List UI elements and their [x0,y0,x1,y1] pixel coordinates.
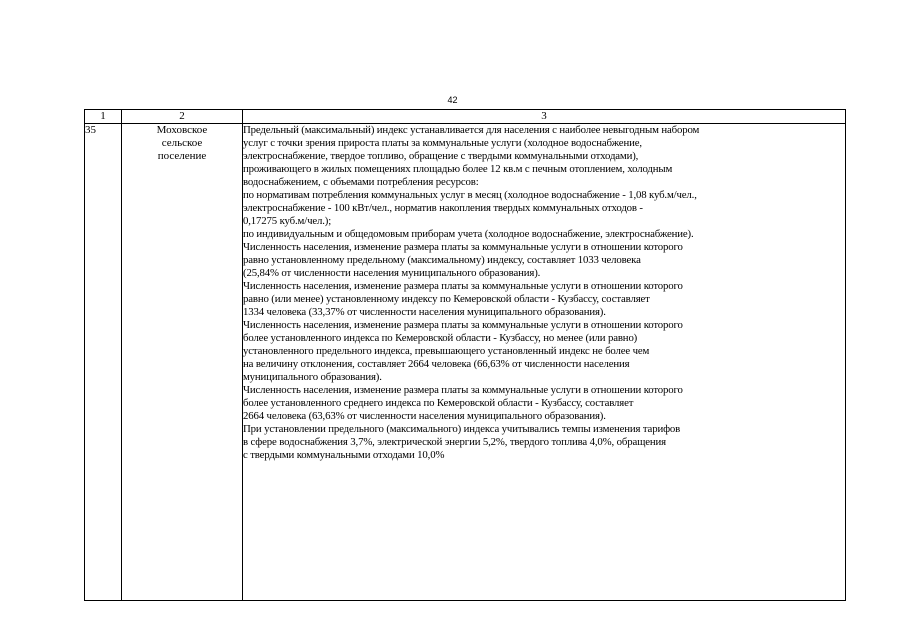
description-line: проживающего в жилых помещениях площадью более 12 кв.м с печным отоплением, холодным [243,163,673,175]
description-line: Предельный (максимальный) индекс устанавливается для населения с наиболее невыгодным набором [243,124,700,136]
description-line: электроснабжение, твердое топливо, обращение с твердыми коммунальными отходами), [243,150,639,162]
description-line: в сфере водоснабжения 3,7%, электрической энергии 5,2%, твердого топлива 4,0%, обращения [243,436,666,448]
description-line: Численность населения, изменение размера платы за коммунальные услуги в отношении которого [243,319,683,331]
description-line: (25,84% от численности населения муниципального образования). [243,267,541,279]
description-line: на величину отклонения, составляет 2664 человека (66,63% от численности населения [243,358,630,370]
description-line: более установленного среднего индекса по Кемеровской области - Кузбассу, составляет [243,397,634,409]
description-cell [243,124,846,601]
table-row [85,124,846,601]
description-line: водоснабжением, с объемами потребления ресурсов: [243,176,479,188]
description-line: установленного предельного индекса, превышающего установленный индекс не более чем [243,345,650,357]
description-line: равно установленному предельному (максимальному) индексу, составляет 1033 человека [243,254,641,266]
description-line: 1334 человека (33,37% от численности населения муниципального образования). [243,306,606,318]
description-line: по индивидуальным и общедомовым приборам учета (холодное водоснабжение, электроснабжение). [243,228,694,240]
page-number: 42 [447,95,458,105]
settlement-name-line: Моховское [156,124,208,136]
description-line: муниципального образования). [243,371,382,383]
description-line: 0,17275 куб.м/чел.); [243,215,332,227]
description-line: При установлении предельного (максимального) индекса учитывались темпы изменения тарифов [243,423,681,435]
description-line: электроснабжение - 100 кВт/чел., норматив накопления твердых коммунальных отходов - [243,202,643,214]
description-line: Численность населения, изменение размера платы за коммунальные услуги в отношении которого [243,241,683,253]
table-header-row [85,110,846,124]
description-line: равно (или менее) установленному индексу по Кемеровской области - Кузбассу, составляет [243,293,650,305]
description-line: 2664 человека (63,63% от численности населения муниципального образования). [243,410,606,422]
column-header-1: 1 [85,110,122,124]
settlement-name-cell [122,124,243,601]
description-line: более установленного индекса по Кемеровской области - Кузбассу, но менее (или равно) [243,332,638,344]
settlement-name-line: сельское [161,137,203,149]
column-header-2: 2 [122,110,243,124]
description-line: с твердыми коммунальными отходами 10,0% [243,449,445,461]
description-line: Численность населения, изменение размера платы за коммунальные услуги в отношении которого [243,384,683,396]
row-number-cell: 35 [85,124,122,601]
settlement-name-line: поселение [157,150,207,162]
description-line: по нормативам потребления коммунальных услуг в месяц (холодное водоснабжение - 1,08 куб.м/чел., [243,189,697,201]
description-line: услуг с точки зрения прироста платы за коммунальные услуги (холодное водоснабжение, [243,137,642,149]
document-table [84,109,846,601]
description-line: Численность населения, изменение размера платы за коммунальные услуги в отношении которого [243,280,683,292]
column-header-3: 3 [243,110,846,124]
